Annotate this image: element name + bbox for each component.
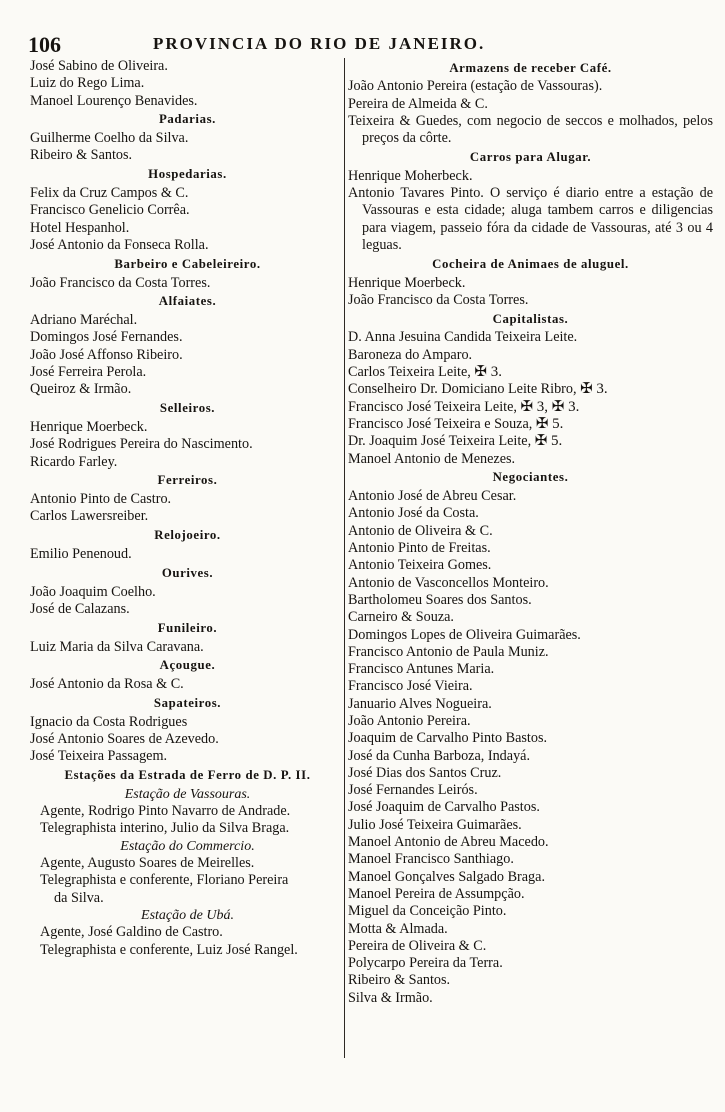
section-heading-barbeiro: Barbeiro e Cabeleireiro.: [114, 256, 261, 271]
list-item: Ricardo Farley.: [30, 453, 118, 470]
list-item: Telegraphista e conferente, Floriano Pereira: [40, 872, 289, 889]
list-item-text: Dr. Joaquim José Teixeira Leite,: [348, 433, 532, 450]
negociantes-list: [348, 488, 713, 1007]
list-item: Luiz do Rego Lima.: [30, 75, 145, 92]
list-item: Manoel Antonio de Abreu Macedo.: [348, 834, 549, 851]
page-title: PROVINCIA DO RIO DE JANEIRO.: [153, 34, 486, 53]
list-item: Queiroz & Irmão.: [30, 381, 132, 398]
section-heading-cocheira: Cocheira de Animaes de aluguel.: [432, 256, 629, 271]
list-item: Manoel Francisco Santhiago.: [348, 851, 514, 868]
list-item: Francisco José Vieira.: [348, 678, 473, 695]
list-item: João Francisco da Costa Torres.: [348, 291, 529, 308]
list-item: Antonio de Vasconcellos Monteiro.: [348, 574, 549, 591]
list-item: Manoel Lourenço Benavides.: [30, 92, 198, 109]
order-cross-mark: ✠ 3.: [580, 381, 608, 398]
list-item: [348, 416, 713, 433]
page-number: 106: [28, 32, 61, 57]
list-item: Carlos Lawersreiber.: [30, 508, 149, 525]
list-item: [348, 451, 713, 468]
list-item: Antonio José da Costa.: [348, 505, 479, 522]
list-item: Antonio de Oliveira & C.: [348, 522, 493, 539]
list-item: Joaquim de Carvalho Pinto Bastos.: [348, 730, 548, 747]
list-item: Ribeiro & Santos.: [348, 972, 451, 989]
subheading-estacao-uba: Estação de Ubá.: [141, 907, 234, 923]
list-item-text: Conselheiro Dr. Domiciano Leite Ribro,: [348, 381, 577, 398]
list-item: Januario Alves Nogueira.: [348, 695, 492, 712]
list-item: José Joaquim de Carvalho Pastos.: [348, 799, 540, 816]
list-item: Manoel Pereira de Assumpção.: [348, 885, 525, 902]
section-heading-estacoes: Estações da Estrada de Ferro de D. P. II.: [64, 768, 311, 783]
list-item: João José Affonso Ribeiro.: [30, 346, 183, 363]
list-item-text: Baroneza do Amparo.: [348, 346, 473, 363]
list-item: Henrique Moerbeck.: [348, 274, 466, 291]
list-item: José Ferreira Perola.: [30, 364, 147, 381]
section-heading-padarias: Padarias.: [159, 112, 216, 127]
list-item: Antonio Pinto de Castro.: [30, 491, 172, 508]
list-item: Felix da Cruz Campos & C.: [30, 185, 189, 202]
list-item: Carneiro & Souza.: [348, 609, 454, 626]
list-item: Henrique Moerbeck.: [30, 418, 148, 435]
list-item: Domingos Lopes de Oliveira Guimarães.: [348, 626, 581, 643]
list-item: José Antonio da Rosa & C.: [30, 676, 184, 693]
order-cross-mark: ✠ 5.: [534, 433, 563, 450]
list-item: Bartholomeu Soares dos Santos.: [348, 591, 532, 608]
list-item: Domingos José Fernandes.: [30, 329, 183, 346]
section-heading-selleiros: Selleiros.: [159, 401, 216, 416]
list-item: Agente, Rodrigo Pinto Navarro de Andrade.: [40, 803, 291, 820]
section-heading-carros: Carros para Alugar.: [469, 149, 592, 164]
section-heading-acougue: Açougue.: [159, 658, 216, 673]
section-heading-relojoeiro: Relojoeiro.: [154, 528, 221, 543]
subheading-estacao-commercio: Estação do Commercio.: [120, 838, 255, 854]
list-item-paragraph: Teixeira & Guedes, com negocio de seccos e molhados, pelos preços da côrte.: [348, 112, 713, 147]
list-item: Guilherme Coelho da Silva.: [30, 130, 189, 147]
list-item: da Silva.: [54, 889, 104, 906]
order-cross-mark: ✠ 3, ✠ 3.: [520, 398, 580, 415]
page-header: [28, 32, 708, 57]
list-item-text: Manoel Antonio de Menezes.: [348, 450, 516, 467]
list-item: Manoel Gonçalves Salgado Braga.: [348, 868, 545, 885]
section-heading-funileiro: Funileiro.: [157, 620, 218, 635]
list-item: Silva & Irmão.: [348, 989, 433, 1006]
list-item: Pereira de Oliveira & C.: [348, 937, 487, 954]
section-heading-negociantes: Negociantes.: [492, 470, 569, 485]
list-item: José da Cunha Barboza, Indayá.: [348, 747, 531, 764]
list-item: João Antonio Pereira.: [348, 712, 471, 729]
list-item: José Rodrigues Pereira do Nascimento.: [30, 436, 253, 453]
list-item: [348, 381, 713, 398]
list-item: José Sabino de Oliveira.: [30, 58, 168, 74]
section-heading-sapateiros: Sapateiros.: [153, 695, 222, 710]
list-item: Adriano Maréchal.: [30, 312, 138, 329]
list-item: Francisco Genelicio Corrêa.: [30, 202, 190, 219]
left-column: [30, 58, 345, 959]
list-item: Antonio Teixeira Gomes.: [348, 557, 492, 574]
list-item: [348, 399, 713, 416]
list-item: Motta & Almada.: [348, 920, 448, 937]
list-item: Pereira de Almeida & C.: [348, 95, 488, 112]
list-item: Ribeiro & Santos.: [30, 147, 133, 164]
list-item: Telegraphista interino, Julio da Silva Braga.: [40, 820, 290, 837]
order-cross-mark: ✠ 5.: [535, 415, 564, 432]
list-item: Luiz Maria da Silva Caravana.: [30, 638, 204, 655]
list-item: João Antonio Pereira (estação de Vassouras).: [348, 78, 603, 95]
list-item: José Antonio da Fonseca Rolla.: [30, 236, 209, 253]
list-item-text: Francisco José Teixeira e Souza,: [348, 415, 533, 432]
list-item: Henrique Moherbeck.: [348, 167, 473, 184]
list-item: José Antonio Soares de Azevedo.: [30, 730, 219, 747]
list-item: José Teixeira Passagem.: [30, 748, 168, 765]
list-item: Antonio José de Abreu Cesar.: [348, 488, 517, 505]
list-item: [348, 364, 713, 381]
list-item: [348, 433, 713, 450]
list-item: Ignacio da Costa Rodrigues: [30, 713, 188, 730]
section-heading-armazens: Armazens de receber Café.: [449, 60, 612, 75]
list-item: Antonio Pinto de Freitas.: [348, 540, 491, 557]
subheading-estacao-vassouras: Estação de Vassouras.: [124, 786, 251, 802]
list-item-paragraph: Antonio Tavares Pinto. O serviço é diario entre a estação de Vassouras e esta cidade; aluga tambem carros e diligencias para viagem, passeio fóra da cidade de Vassouras, até 3 ou 4 leguas.: [348, 185, 713, 253]
list-item: Agente, Augusto Soares de Meirelles.: [40, 855, 255, 872]
list-item: Miguel da Conceição Pinto.: [348, 903, 507, 920]
order-cross-mark: ✠ 3.: [474, 364, 502, 381]
section-heading-ourives: Ourives.: [161, 565, 214, 580]
list-item: Emilio Penenoud.: [30, 546, 132, 563]
section-heading-hospedarias: Hospedarias.: [148, 167, 227, 182]
list-item: João Joaquim Coelho.: [30, 583, 156, 600]
list-item: Hotel Hespanhol.: [30, 219, 130, 236]
list-item: [348, 329, 713, 346]
section-heading-ferreiros: Ferreiros.: [157, 473, 218, 488]
list-item: Francisco Antonio de Paula Muniz.: [348, 643, 549, 660]
section-heading-capitalistas: Capitalistas.: [492, 311, 569, 326]
list-item: José Fernandes Leirós.: [348, 782, 478, 799]
list-item: João Francisco da Costa Torres.: [30, 274, 211, 291]
list-item: Julio José Teixeira Guimarães.: [348, 816, 522, 833]
section-heading-alfaiates: Alfaiates.: [158, 294, 217, 309]
list-item: Telegraphista e conferente, Luiz José Rangel.: [40, 941, 298, 958]
list-item: José de Calazans.: [30, 600, 130, 617]
list-item: Agente, José Galdino de Castro.: [40, 924, 223, 941]
list-item: Francisco Antunes Maria.: [348, 661, 495, 678]
list-item: José Dias dos Santos Cruz.: [348, 764, 502, 781]
list-item: Polycarpo Pereira da Terra.: [348, 955, 503, 972]
list-item: [348, 347, 713, 364]
right-column: [348, 58, 713, 1007]
list-item-text: Francisco José Teixeira Leite,: [348, 398, 517, 415]
list-item-text: Carlos Teixeira Leite,: [348, 364, 471, 381]
list-item-text: D. Anna Jesuina Candida Teixeira Leite.: [348, 329, 578, 346]
